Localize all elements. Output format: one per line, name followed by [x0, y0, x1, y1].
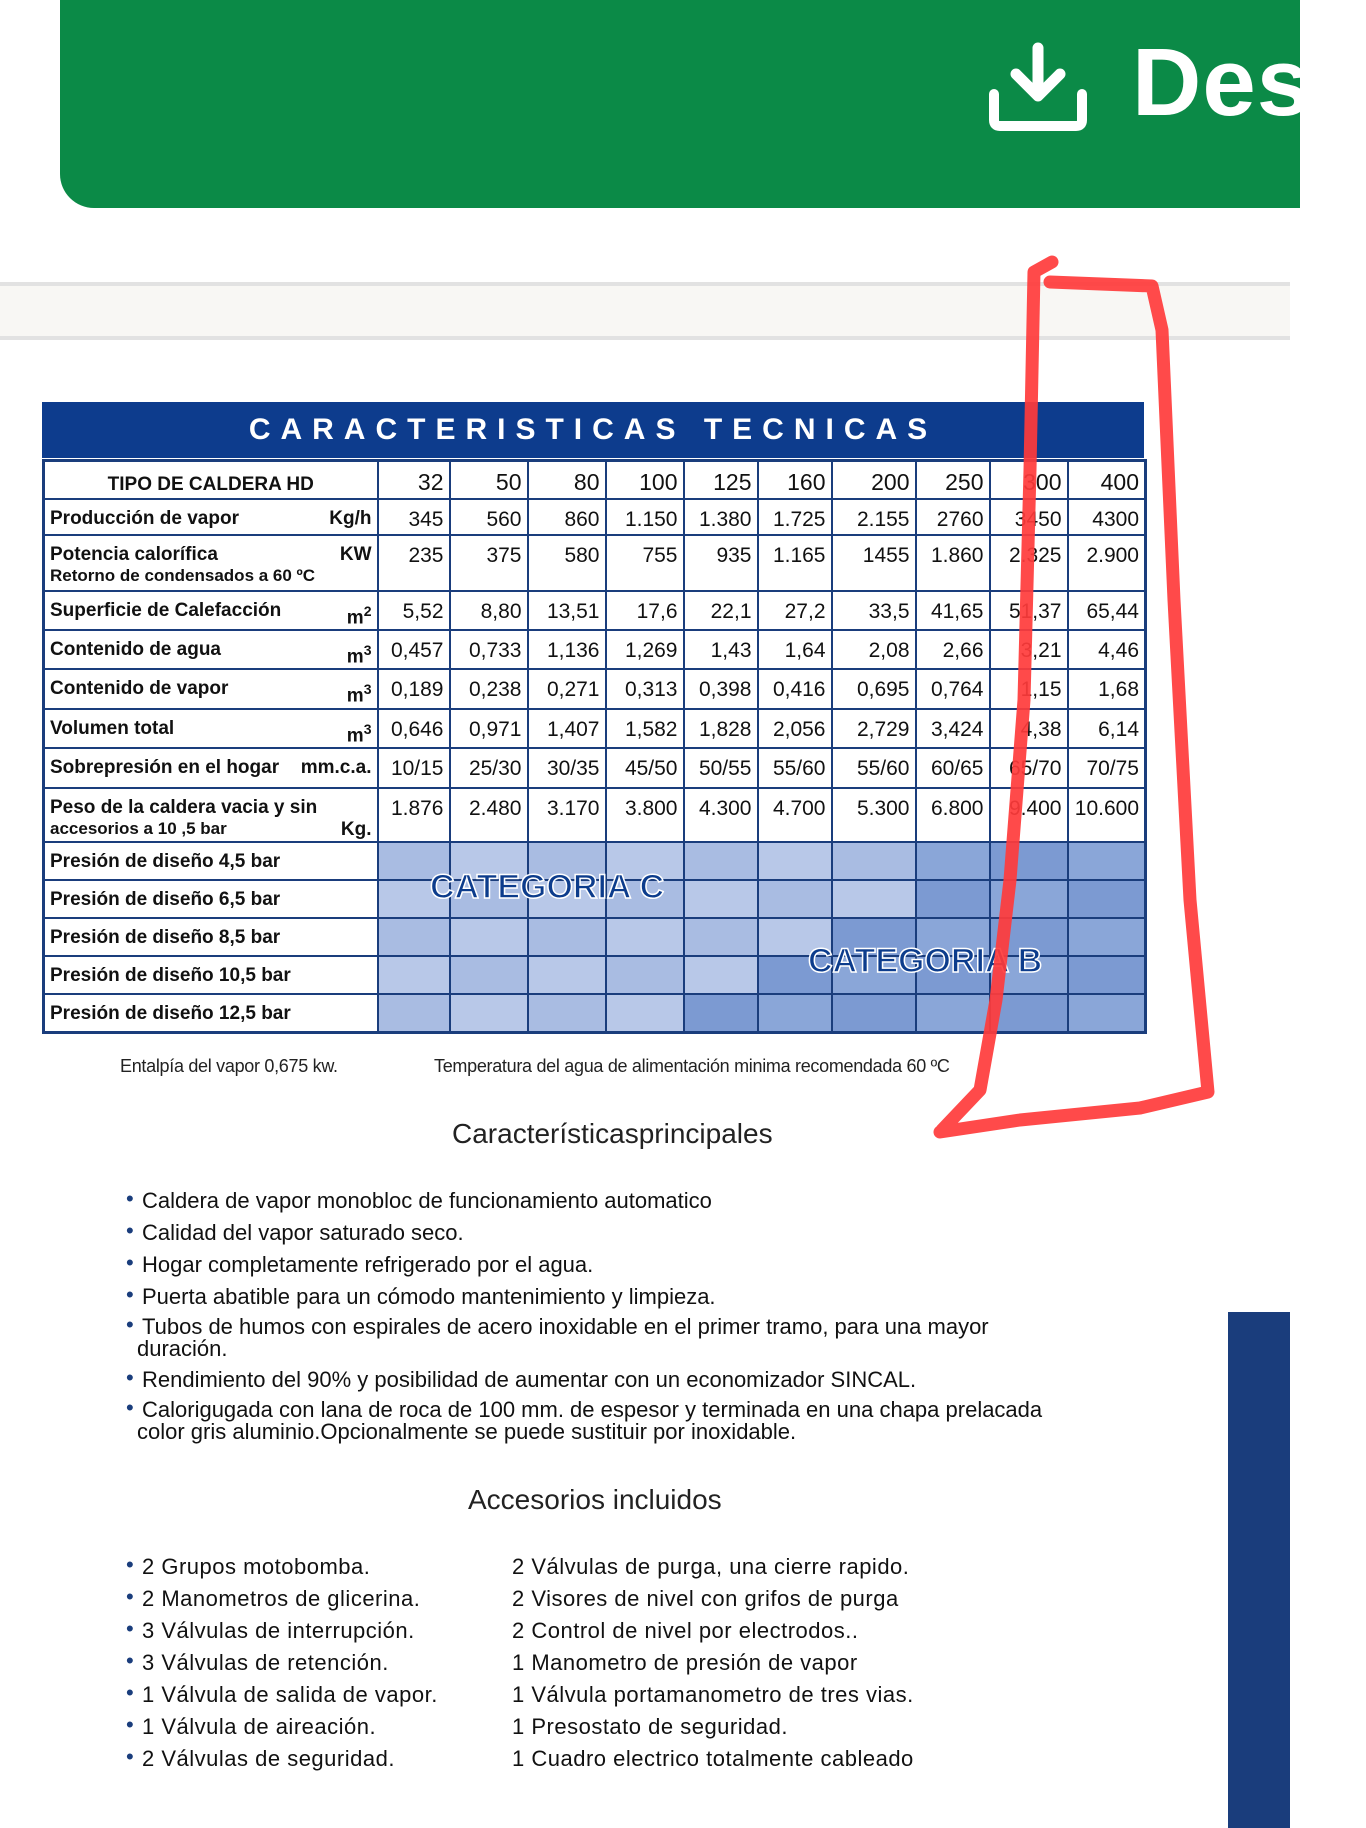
spec-cell: 1,828 [684, 709, 758, 748]
download-label[interactable]: Desc [1132, 29, 1366, 136]
category-b-cell [832, 994, 916, 1032]
side-panel [1228, 1312, 1290, 1828]
spec-cell: 1.380 [684, 499, 758, 535]
spec-cell: 30/35 [528, 748, 606, 788]
model-160: 160 [758, 461, 832, 499]
row-unit: KW [339, 543, 372, 565]
spec-cell: 5,52 [378, 591, 450, 630]
category-c-label: CATEGORIA C [430, 868, 665, 906]
spec-cell: 3.170 [528, 788, 606, 842]
spec-cell: 4.700 [758, 788, 832, 842]
spec-row [44, 709, 1146, 748]
row-label-text: Volumen total [50, 718, 175, 740]
spec-cell: 0,189 [378, 669, 450, 709]
category-c-cell [758, 880, 832, 918]
spec-cell: 65,44 [1068, 591, 1146, 630]
category-c-cell [450, 994, 528, 1032]
spec-cell: 0,457 [378, 630, 450, 669]
accessory-item: • 1 Válvula de aireación. [124, 1714, 504, 1739]
row-unit: Kg. [340, 819, 372, 841]
row-label-text: Contenido de agua [50, 638, 221, 660]
pressure-label: Presión de diseño 12,5 bar [44, 994, 378, 1032]
spec-row [44, 748, 1146, 788]
spec-cell: 4,46 [1068, 630, 1146, 669]
spec-cell: 235 [378, 535, 450, 591]
spec-cell: 1,64 [758, 630, 832, 669]
spec-cell: 2760 [916, 499, 990, 535]
download-icon [986, 44, 1090, 132]
accessory-item: • 2 Grupos motobomba. [124, 1554, 504, 1579]
row-unit: mm.c.a. [300, 757, 372, 779]
main-features-title: Característicasprincipales [452, 1118, 773, 1149]
category-b-cell [1068, 918, 1146, 956]
spec-cell: 1.725 [758, 499, 832, 535]
feature-item: • Puerta abatible para un cómodo mantenimiento y limpieza. [124, 1284, 1124, 1309]
spec-cell: 27,2 [758, 591, 832, 630]
spec-cell: 70/75 [1068, 748, 1146, 788]
pressure-label: Presión de diseño 8,5 bar [44, 918, 378, 956]
model-300: 300 [990, 461, 1068, 499]
spec-cell: 1,407 [528, 709, 606, 748]
spec-cell: 560 [450, 499, 528, 535]
spec-row [44, 669, 1146, 709]
category-c-cell [832, 842, 916, 880]
spec-cell: 4,38 [990, 709, 1068, 748]
spec-cell: 41,65 [916, 591, 990, 630]
spec-row [44, 499, 1146, 535]
category-c-cell [378, 918, 450, 956]
spec-row [44, 535, 1146, 591]
spec-cell: 2,729 [832, 709, 916, 748]
spec-cell: 345 [378, 499, 450, 535]
spec-cell: 0,238 [450, 669, 528, 709]
feature-item: • Hogar completamente refrigerado por el agua. [124, 1252, 1124, 1277]
spec-cell: 55/60 [758, 748, 832, 788]
spec-cell: 8,80 [450, 591, 528, 630]
spec-cell: 3450 [990, 499, 1068, 535]
spec-cell: 0,764 [916, 669, 990, 709]
category-b-cell [990, 994, 1068, 1032]
download-banner[interactable] [60, 0, 1366, 208]
accessory-item: 2 Válvulas de purga, una cierre rapido. [512, 1554, 910, 1579]
category-c-cell [684, 842, 758, 880]
accessory-item: 1 Presostato de seguridad. [512, 1714, 788, 1739]
model-50: 50 [450, 461, 528, 499]
row-label-text: Superficie de Calefacción [50, 599, 282, 621]
spec-cell: 1,136 [528, 630, 606, 669]
spec-title: CARACTERISTICAS TECNICAS [42, 402, 1144, 458]
row-unit: $m^3$ [346, 681, 372, 707]
spec-row-label [44, 591, 378, 630]
pressure-label: Presión de diseño 6,5 bar [44, 880, 378, 918]
row-label-text: Contenido de vapor [50, 678, 229, 700]
spec-row-label [44, 669, 378, 709]
spec-cell: 860 [528, 499, 606, 535]
spec-cell: 2.900 [1068, 535, 1146, 591]
spec-cell: 22,1 [684, 591, 758, 630]
feature-item: • Rendimiento del 90% y posibilidad de aumentar con un economizador SINCAL. [124, 1367, 1124, 1392]
spec-cell: 0,646 [378, 709, 450, 748]
divider-strip [0, 282, 1290, 340]
category-b-cell [1068, 956, 1146, 994]
category-b-cell [1068, 994, 1146, 1032]
category-b-cell [1068, 842, 1146, 880]
spec-cell: 580 [528, 535, 606, 591]
category-c-cell [606, 956, 684, 994]
pressure-label: Presión de diseño 4,5 bar [44, 842, 378, 880]
category-b-label: CATEGORIA B [808, 942, 1043, 980]
spec-cell: 1,269 [606, 630, 684, 669]
main-features-list [124, 1188, 1124, 1450]
spec-cell: 0,313 [606, 669, 684, 709]
spec-header-row [44, 461, 1146, 499]
category-c-cell [684, 956, 758, 994]
spec-cell: 2.155 [832, 499, 916, 535]
spec-cell: 4.300 [684, 788, 758, 842]
category-c-cell [450, 956, 528, 994]
category-c-cell [758, 842, 832, 880]
model-125: 125 [684, 461, 758, 499]
feature-item: • Tubos de humos con espirales de acero inoxidable en el primer tramo, para una mayor duración. [124, 1316, 1124, 1360]
spec-cell: 51,37 [990, 591, 1068, 630]
spec-cell: 2.480 [450, 788, 528, 842]
model-32: 32 [378, 461, 450, 499]
accessory-item: 2 Visores de nivel con grifos de purga [512, 1586, 899, 1611]
spec-cell: 1,582 [606, 709, 684, 748]
accessory-item: • 3 Válvulas de interrupción. [124, 1618, 504, 1643]
spec-cell: 1.876 [378, 788, 450, 842]
spec-cell: 1,68 [1068, 669, 1146, 709]
spec-cell: 10.600 [1068, 788, 1146, 842]
row-label-text: Peso de la caldera vacia y sin [50, 797, 318, 819]
spec-cell: 65/70 [990, 748, 1068, 788]
category-b-cell [916, 994, 990, 1032]
spec-cell: 375 [450, 535, 528, 591]
category-c-cell [606, 994, 684, 1032]
spec-cell: 13,51 [528, 591, 606, 630]
category-b-cell [684, 994, 758, 1032]
feature-item: • Calorigugada con lana de roca de 100 mm. de espesor y terminada en una chapa prelacada color gris aluminio.Opcionalmente se puede sustituir por inoxidable. [124, 1399, 1124, 1443]
spec-row-label [44, 630, 378, 669]
note-feedwater: Temperatura del agua de alimentación minima recomendada 60 ºC [434, 1056, 950, 1076]
category-b-cell [1068, 880, 1146, 918]
accessories-list-right [496, 1554, 1036, 1778]
category-b-cell [916, 842, 990, 880]
spec-cell: 55/60 [832, 748, 916, 788]
accessory-item: • 3 Válvulas de retención. [124, 1650, 504, 1675]
accessory-item: 2 Control de nivel por electrodos.. [512, 1618, 859, 1643]
spec-cell: 755 [606, 535, 684, 591]
spec-cell: 3,424 [916, 709, 990, 748]
category-c-cell [528, 918, 606, 956]
spec-cell: 9.400 [990, 788, 1068, 842]
spec-cell: 0,695 [832, 669, 916, 709]
row-label-text: Producción de vapor [50, 507, 239, 529]
spec-row-label [44, 709, 378, 748]
accessory-item: • 2 Válvulas de seguridad. [124, 1746, 504, 1771]
spec-cell: 33,5 [832, 591, 916, 630]
row-unit: $m^2$ [346, 602, 372, 628]
spec-cell: 0,971 [450, 709, 528, 748]
spec-cell: 2,08 [832, 630, 916, 669]
boiler-type-label: TIPO DE CALDERA HD [44, 461, 378, 499]
spec-cell: 1.150 [606, 499, 684, 535]
pressure-row [44, 994, 1146, 1032]
spec-cell: 5.300 [832, 788, 916, 842]
spec-cell: 6,14 [1068, 709, 1146, 748]
row-sub-label: accesorios a 10 ,5 bar [50, 819, 227, 839]
accessory-item: 1 Cuadro electrico totalmente cableado [512, 1746, 914, 1771]
spec-cell: 60/65 [916, 748, 990, 788]
accessories-title: Accesorios incluidos [468, 1484, 722, 1515]
note-enthalpy: Entalpía del vapor 0,675 kw. [120, 1056, 338, 1076]
spec-cell: 10/15 [378, 748, 450, 788]
spec-cell: 3.800 [606, 788, 684, 842]
model-80: 80 [528, 461, 606, 499]
feature-item: • Caldera de vapor monobloc de funcionamiento automatico [124, 1188, 1124, 1213]
category-b-cell [990, 842, 1068, 880]
spec-cell: 45/50 [606, 748, 684, 788]
spec-cell: 4300 [1068, 499, 1146, 535]
spec-cell: 2,66 [916, 630, 990, 669]
model-100: 100 [606, 461, 684, 499]
spec-cell: 1.165 [758, 535, 832, 591]
category-b-cell [990, 880, 1068, 918]
category-c-cell [378, 956, 450, 994]
category-c-cell [684, 880, 758, 918]
row-label-text: Sobrepresión en el hogar [50, 757, 280, 779]
category-b-cell [758, 994, 832, 1032]
spec-row [44, 788, 1146, 842]
row-unit: $m^3$ [346, 641, 372, 668]
row-label-text: Potencia calorífica [50, 543, 218, 565]
row-unit: Kg/h [329, 507, 372, 529]
feature-item: • Calidad del vapor saturado seco. [124, 1220, 1124, 1245]
spec-row-label [44, 788, 378, 842]
row-unit: $m^3$ [346, 721, 372, 747]
spec-cell: 1,15 [990, 669, 1068, 709]
accessory-item: • 2 Manometros de glicerina. [124, 1586, 504, 1611]
spec-row [44, 630, 1146, 669]
model-250: 250 [916, 461, 990, 499]
category-c-cell [528, 956, 606, 994]
accessories-list-left [124, 1554, 504, 1778]
category-c-cell [528, 994, 606, 1032]
spec-row-label [44, 748, 378, 788]
spec-row-label [44, 535, 378, 591]
category-c-cell [450, 918, 528, 956]
spec-cell: 25/30 [450, 748, 528, 788]
spec-cell: 1,43 [684, 630, 758, 669]
spec-cell: 2.325 [990, 535, 1068, 591]
spec-cell: 50/55 [684, 748, 758, 788]
category-c-cell [832, 880, 916, 918]
spec-row [44, 591, 1146, 630]
category-b-cell [916, 880, 990, 918]
row-sub-label: Retorno de condensados a 60 ºC [50, 565, 316, 585]
category-c-cell [378, 994, 450, 1032]
accessory-item: 1 Válvula portamanometro de tres vias. [512, 1682, 914, 1707]
spec-cell: 6.800 [916, 788, 990, 842]
model-400: 400 [1068, 461, 1146, 499]
model-200: 200 [832, 461, 916, 499]
accessory-item: • 1 Válvula de salida de vapor. [124, 1682, 504, 1707]
spec-cell: 0,398 [684, 669, 758, 709]
spec-cell: 0,271 [528, 669, 606, 709]
category-c-cell [684, 918, 758, 956]
spec-cell: 0,416 [758, 669, 832, 709]
spec-cell: 17,6 [606, 591, 684, 630]
spec-cell: 0,733 [450, 630, 528, 669]
spec-cell: 2,056 [758, 709, 832, 748]
spec-cell: 935 [684, 535, 758, 591]
pressure-label: Presión de diseño 10,5 bar [44, 956, 378, 994]
category-c-cell [606, 918, 684, 956]
spec-cell: 1.860 [916, 535, 990, 591]
spec-cell: 1455 [832, 535, 916, 591]
spec-row-label [44, 499, 378, 535]
accessory-item: 1 Manometro de presión de vapor [512, 1650, 858, 1675]
spec-cell: 3,21 [990, 630, 1068, 669]
